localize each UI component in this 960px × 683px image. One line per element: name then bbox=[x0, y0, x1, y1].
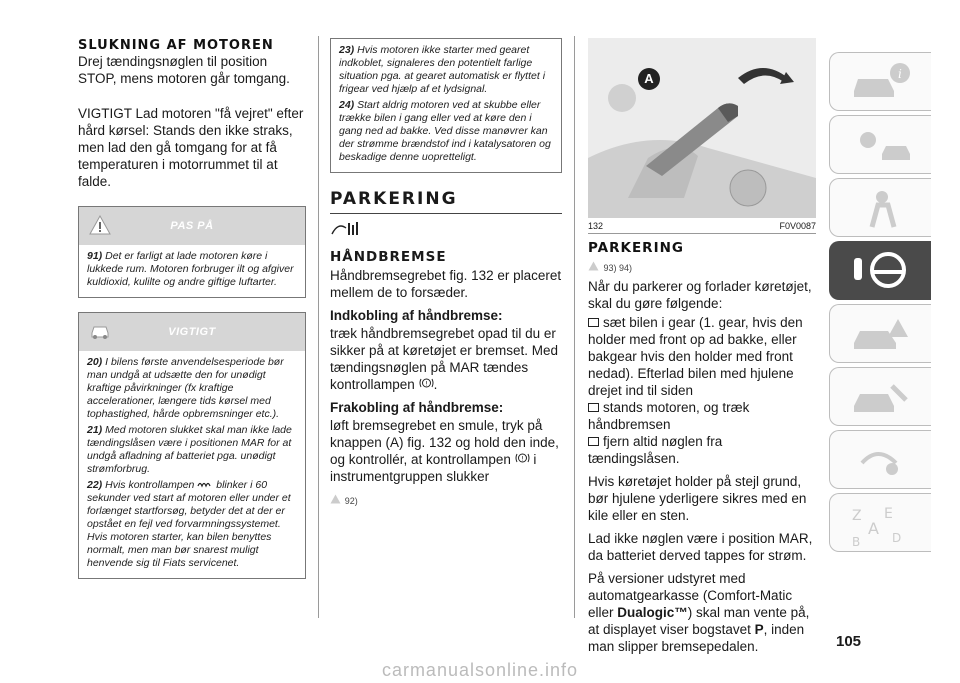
body-text bbox=[78, 53, 306, 190]
bullet-box-icon bbox=[588, 403, 599, 412]
note-number: 22) bbox=[87, 479, 103, 491]
note-text: I bilens første anvendelsesperiode bør man undgå at udsætte den for unødigt kraftige påvirkninger (fx kraftige accelerationer, længere tids kørsel med tophastighed, hårde opbremsninger etc.). bbox=[87, 356, 284, 420]
paragraph: Lad ikke nøglen være i position MAR, da batteriet derved tappes for strøm. bbox=[588, 531, 813, 563]
column-divider bbox=[318, 36, 319, 618]
note-number: 20) bbox=[87, 356, 103, 368]
paragraph: Når du parkerer og forlader køretøjet, skal du gøre følgende: bbox=[588, 279, 812, 311]
figure-caption bbox=[588, 221, 816, 234]
svg-text:!: ! bbox=[520, 455, 524, 463]
svg-text:D: D bbox=[892, 531, 902, 545]
column-3 bbox=[588, 38, 816, 661]
paragraph: Hvis køretøjet holder på stejl grund, bør hjulene yderligere sikres med en kile eller en sten. bbox=[588, 474, 807, 523]
svg-text:E: E bbox=[884, 506, 893, 522]
list-item: sæt bilen i gear (1. gear, hvis den holder med front op ad bakke, eller bakgear hvis den holder med front nedad). Efterlad bilen med hjulene drejet ind til siden bbox=[588, 315, 803, 398]
tab-safety[interactable] bbox=[829, 178, 931, 237]
handbrake-pictogram-icon bbox=[330, 225, 364, 242]
tab-starting-driving[interactable] bbox=[829, 241, 931, 300]
paragraph: Drej tændingsnøglen til position STOP, mens motoren går tomgang. bbox=[78, 54, 290, 86]
callout-a: A bbox=[638, 68, 660, 90]
note-text: Med motoren slukket skal man ikke lade tændingslåsen være i positionen MAR for at undgå afladning af batteriet pga. unødigt strømforbrug. bbox=[87, 424, 292, 475]
bullet-box-icon bbox=[588, 437, 599, 446]
warning-title: PAS PÅ bbox=[170, 220, 214, 232]
note-text: Hvis motoren ikke starter med gearet indkoblet, signaleres den potentielt farlige situation pga. at gearet automatisk er flyttet i frigear ved hjælp af et lydsignal. bbox=[339, 44, 546, 95]
section-heading: PARKERING bbox=[588, 240, 684, 256]
column-2: 23) Hvis motoren ikke starter med gearet indkoblet, signaleres den potentielt farlige situation pga. at gearet automatisk er flyttet i frigear ved hjælp af et lydsignal. 24) Start aldrig motoren ved at skubbe eller trække bilen i gang eller ved at køre den i gang ned ad bakke. Ved disse manøvrer kan der strømme brændstof ind i katalysatoren og beskadige denne uopretteligt. PARKERING HÅNDBREMSE Håndbremsegrebet fig. 132 er placeret mellem de to forsæder. Indkobling af håndbremse: træk håndbremsegrebet opad til du er sikker på at køretøjet er bremset. Med tændingsnøglen på MAR tændes kontrollampen ! . Frakobling af håndbremse: løft bremsegrebet en smule, tryk på knappen (A) fig. 132 og hold den inde, og kontrollér, at kontrollampen ! i instrumentgruppen slukker 92) bbox=[330, 38, 562, 510]
warning-triangle-icon bbox=[330, 492, 341, 507]
tab-dashboard-lights[interactable] bbox=[829, 115, 931, 174]
note-text: Hvis kontrollampen bbox=[105, 479, 195, 491]
bullet-box-icon bbox=[588, 318, 599, 327]
svg-text:A: A bbox=[868, 519, 879, 538]
important-box-continued bbox=[330, 38, 562, 173]
figure-number: 132 bbox=[588, 221, 604, 231]
note-text: Det er farligt at lade motoren køre i lukkede rum. Motoren forbruger ilt og afgiver kuldioxid, kulilte og andre giftige luftarter. bbox=[87, 250, 294, 288]
brake-warning-icon bbox=[419, 377, 434, 392]
section-heading: SLUKNING AF MOTOREN bbox=[78, 38, 274, 53]
tab-maintenance[interactable] bbox=[829, 367, 931, 426]
important-box bbox=[78, 312, 306, 579]
note-reference: 93) 94) bbox=[603, 263, 632, 273]
note-number: 24) bbox=[339, 99, 355, 111]
subsection-heading: HÅNDBREMSE bbox=[330, 249, 447, 265]
list-item: stands motoren, og træk håndbremsen bbox=[588, 400, 750, 432]
tab-index[interactable] bbox=[829, 493, 931, 552]
brake-warning-icon bbox=[515, 452, 530, 467]
tab-emergency[interactable] bbox=[829, 304, 931, 363]
svg-text:!: ! bbox=[424, 380, 428, 388]
warning-triangle-icon bbox=[588, 258, 599, 275]
watermark: carmanualsonline.info bbox=[381, 660, 579, 680]
paragraph: løft bremsegrebet en smule, tryk på knappen (A) fig. 132 og hold den inde, og kontrollér, at kontrollampen bbox=[330, 418, 559, 467]
tab-multimedia[interactable] bbox=[829, 430, 931, 489]
figure-code: F0V0087 bbox=[779, 221, 816, 231]
important-title: VIGTIGT bbox=[168, 326, 216, 338]
glow-plug-icon bbox=[197, 479, 213, 491]
svg-text:Z: Z bbox=[852, 508, 862, 524]
warning-box bbox=[78, 206, 306, 298]
tab-car-info[interactable] bbox=[829, 52, 931, 111]
chapter-tabs bbox=[829, 52, 931, 556]
handbrake-figure bbox=[588, 38, 816, 218]
column-1 bbox=[78, 38, 306, 579]
paragraph: Håndbremsegrebet fig. 132 er placeret mellem de to forsæder. bbox=[330, 268, 562, 300]
note-text: blinker i 60 sekunder ved start af motoren eller under et forlænget startforsøg, betyder det at der er opstået en fejl ved forvarmningssystemet. Hvis motoren starter, kan bilen benyttes normalt, men man bør snarest muligt henvende sig til Fiats servicenet. bbox=[87, 479, 291, 569]
page-number: 105 bbox=[836, 633, 862, 650]
subheading: Frakobling af håndbremse: bbox=[330, 400, 504, 415]
chapter-heading: PARKERING bbox=[330, 189, 458, 209]
note-text: Start aldrig motoren ved at skubbe eller trække bilen i gang eller ved at køre den i gang ned ad bakke. Ved disse manøvrer kan der strømme brændstof ind i katalysatoren og beskadige denne uopretteligt. bbox=[339, 99, 551, 163]
column-divider bbox=[574, 36, 575, 618]
note-reference: 92) bbox=[344, 496, 358, 506]
note-number: 21) bbox=[87, 424, 103, 436]
svg-text:i: i bbox=[898, 67, 902, 81]
paragraph: På versioner udstyret med automatgearkasse (Comfort-Matic eller Dualogic™) skal man vente på, at displayet viser bogstavet P, inden man slipper bremsepedalen. bbox=[588, 571, 810, 654]
subheading: Indkobling af håndbremse: bbox=[330, 308, 503, 323]
paragraph: VIGTIGT Lad motoren "få vejret" efter hård kørsel: Stands den ikke straks, men lad den gå tomgang for at få temperaturen i motorrummet til at falde. bbox=[78, 106, 304, 189]
paragraph: træk håndbremsegrebet opad til du er sikker på at køretøjet er bremset. Med tændingsnøglen på MAR tændes kontrollampen bbox=[330, 326, 559, 392]
note-number: 91) bbox=[87, 250, 103, 262]
svg-text:B: B bbox=[852, 535, 861, 549]
note-number: 23) bbox=[339, 44, 355, 56]
divider bbox=[330, 213, 562, 214]
list-item: fjern altid nøglen fra tændingslåsen. bbox=[588, 434, 723, 466]
